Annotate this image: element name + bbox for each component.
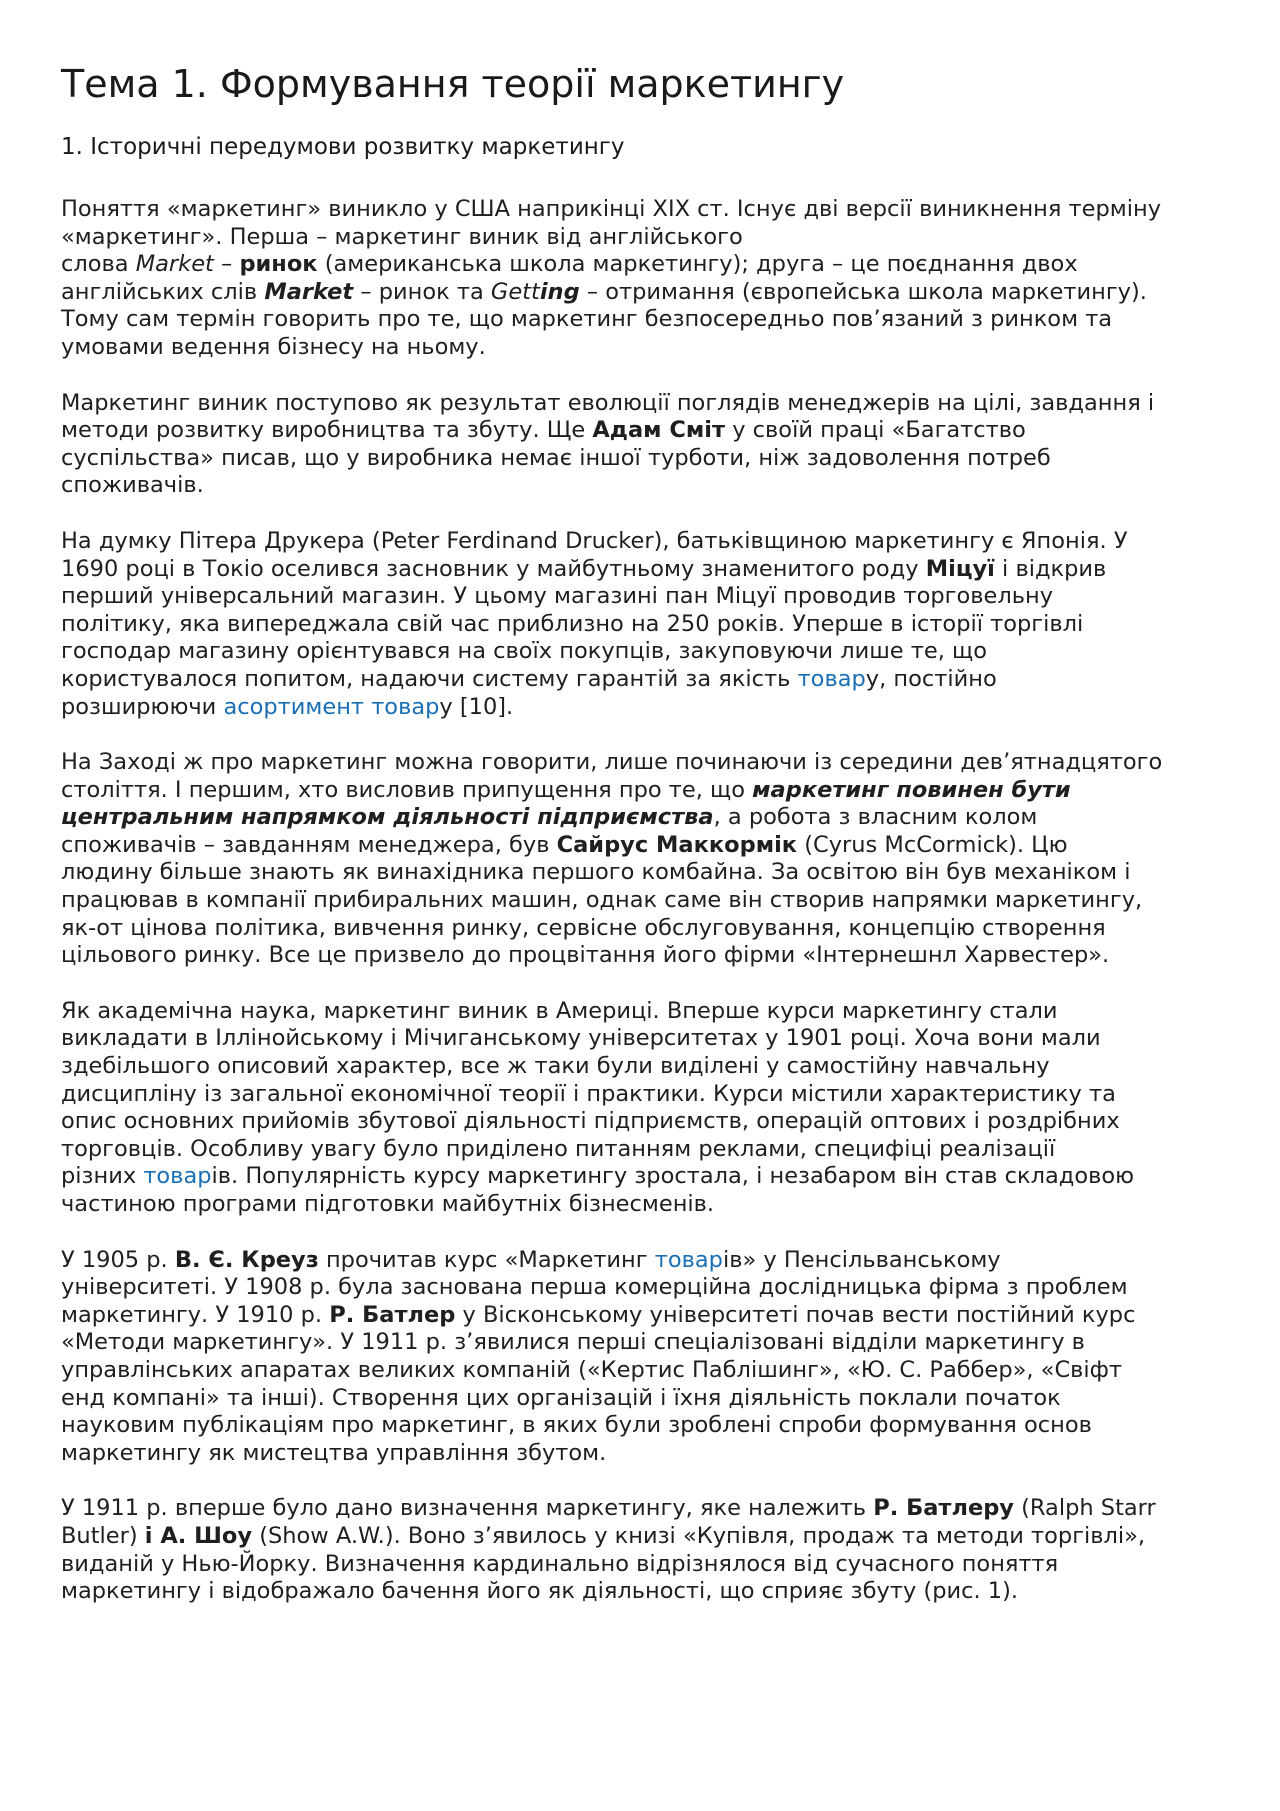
paragraph-mccormick: На Заході ж про маркетинг можна говорити, лише починаючи із середини дев’ятнадцятого століття. І першим, хто висловив припущення про те, що маркетинг повинен бути центральним напрямком діяльності підприємства, а робота з власним колом споживачів – завданням менеджера, був Сайрус Маккормік (Cyrus McCormick). Цю людину більше знають як винахідника першого комбайна. За освітою він був механіком і працював в компанії прибиральних машин, однак саме він створив напрямки маркетингу, як-от цінова політика, вивчення ринку, сервісне обслуговування, концепцію створення цільового ринку. Все це призвело до процвітання його фірми «Інтернешнл Харвестер». [61,749,1163,969]
link-asortyment-tovar[interactable]: асортимент товар [223,693,440,720]
name-shaw: і А. Шоу [144,1522,253,1549]
link-tovar[interactable]: товар [797,665,866,692]
name-mitsui: Міцуї [925,555,995,582]
paragraph-adam-smith: Маркетинг виник поступово як результат еволюції поглядів менеджерів на цілі, завдання і методи розвитку виробництва та збуту. Ще Адам Сміт у своїй праці «Багатство суспільства» писав, що у виробника немає іншої турботи, ніж задоволення потреб споживачів. [61,389,1155,499]
paragraph-term-origin: Поняття «маркетинг» виникло у США наприкінці XIX ст. Існує дві версії виникнення терміну «маркетинг». Перша – маркетинг виник від англійського слова Market – ринок (американська школа маркетингу); друга – це поєднання двох англійських слів Market – ринок та Getting – отримання (європейська школа маркетингу). Тому сам термін говорить про те, що маркетинг безпосередньо пов’язаний з ринком та умовами ведення бізнесу на ньому. [61,196,1162,360]
name-mccormick: Сайрус Маккормік [556,831,798,858]
paragraph-academic-science: Як академічна наука, маркетинг виник в Америці. Вперше курси маркетингу стали викладати в Іллінойському і Мічиганському університетах у 1901 році. Хоча вони мали здебільшого описовий характер, все ж таки були виділені у самостійну навчальну дисципліну із загальної економічної теорії і практики. Курси містили характеристику та опис основних прийомів збутової діяльності підприємств, операцій оптових і роздрібних торговців. Особливу увагу було приділено питанням реклами, специфіці реалізації різних товарів. Популярність курсу маркетингу зростала, і незабаром він став складовою частиною програми підготовки майбутніх бізнесменів. [61,997,1135,1217]
term-rynok: ринок [239,251,318,278]
name-butler: Р. Батлеру [873,1495,1014,1522]
term-market: Market [264,278,354,305]
name-kreuz: В. Є. Креуз [174,1246,319,1273]
document-page [61,56,1231,1634]
name-butler: Р. Батлер [329,1301,456,1328]
paragraph-1911-definition: У 1911 р. вперше було дано визначення маркетингу, яке належить Р. Батлеру (Ralph Starr Butler) і А. Шоу (Show A.W.). Воно з’явилось у книзі «Купівля, продаж та методи торгівлі», виданій у Нью-Йорку. Визначення кардинально відрізнялося від сучасного поняття маркетингу і відображало бачення його як діяльності, що сприяє збуту (рис. 1). [61,1495,1156,1605]
link-tovar[interactable]: товар [654,1246,723,1273]
link-tovar[interactable]: товар [143,1163,212,1190]
emphasis-central-direction: маркетинг повинен бути [752,776,1071,803]
section-heading: 1. Історичні передумови розвитку маркетингу [61,134,625,160]
paragraph-drucker: На думку Пітера Друкера (Peter Ferdinand Drucker), батьківщиною маркетингу є Японія. У 1690 році в Токіо оселився засновник у майбутньому знаменитого роду Міцуї і відкрив перший універсальний магазин. У цьому магазині пан Міцуї проводив торговельну політику, яка випереджала свій час приблизно на 250 років. Уперше в історії торгівлі господар магазину орієнтувався на своїх покупців, закуповуючи лише те, що користувалося попитом, надаючи систему гарантій за якість товару, постійно розширюючи асортимент товару [10]. [61,527,1128,720]
page-title: Тема 1. Формування теорії маркетингу [61,62,845,106]
name-adam-smith: Адам Сміт [592,417,726,444]
paragraph-1905-courses: У 1905 р. В. Є. Креуз прочитав курс «Маркетинг товарів» у Пенсільванському університеті. У 1908 р. була заснована перша комерційна дослідницька фірма з проблем маркетингу. У 1910 р. Р. Батлер у Вісконському університеті почав вести постійний курс «Методи маркетингу». У 1911 р. з’явилися перші спеціалізовані відділи маркетингу в управлінських апаратах великих компаній («Кертис Паблішинг», «Ю. С. Раббер», «Свіфт енд компані» та інші). Створення цих організацій і їхня діяльність поклали початок науковим публікаціям про маркетинг, в яких були зроблені спроби формування основ маркетингу як мистецтва управління збутом. [61,1246,1136,1466]
